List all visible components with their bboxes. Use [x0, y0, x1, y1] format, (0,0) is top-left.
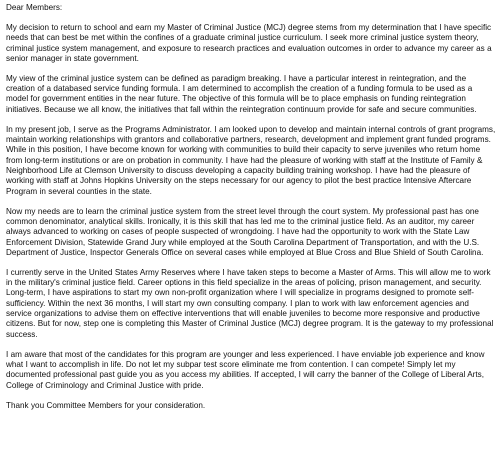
paragraph-long-term-goals: Long-term, I have aspirations to start my own non-profit organization where I will specialize in programs designed to promote self-sufficiency. Within the next 36 months, I will start my own consulting company. I plan to work with law enforcement agencies and service organizations to advise them on effective interventions that will enable juveniles to become more responsive and productive citizens. But for now, step one is completing this Master of Criminal Justice (MCJ) degree program. It is the gateway to my professional success. [6, 288, 494, 339]
letter-greeting: Dear Members: [6, 3, 63, 12]
paragraph-army-reserves: I currently serve in the United States Army Reserves where I have taken steps to become a Master of Arms. This will allow me to work in the military's criminal justice field. Career options in this field specialize in the areas of policing, prison management, and security. [6, 267, 491, 288]
paragraph-current-needs: Now my needs are to learn the criminal justice system from the street level through the court system. My professional past has one common denominator, analytical skills. Ironically, it is this skill that has led me to the criminal justice field. As an auditor, my career always advanced to working on cases of people suspected of wrongdoing. I have had the opportunity to work with the State Law Enforcement Division, Statewide Grand Jury while employed at the South Carolina Department of Transportation, and with the U.S. Department of Justice, Inspector Generals Office on several cases while employed at Blue Cross and Blue Shield of South Carolina. [6, 206, 484, 257]
paragraph-system-view: My view of the criminal justice system can be defined as paradigm breaking. I have a particular interest in reintegration, and the creation of a databased service funding formula. I am determined to accomplish the creation of a funding formula to be used as a model for government entities in the near future. The objective of this formula will be to place emphasis on funding reintegration initiatives. Because we all know, the initiatives that fall within the reintegration continuum provide for safe and secure communities. [6, 73, 477, 114]
paragraph-degree-decision: My decision to return to school and earn my Master of Criminal Justice (MCJ) degree stems from my determination that I have specific needs that can best be met within the confines of a graduate criminal justice curriculum. I seek more criminal justice system theory, criminal justice system management, and exposure to research practices and evaluation outcomes in order to advance my career as a senior manager in state government. [6, 22, 492, 63]
paragraph-present-job: In my present job, I serve as the Programs Administrator. I am looked upon to develop and maintain internal controls of grant programs, maintain working relationships with grantors and collaborative partners, research, development and implement grant funded programs. While in this position, I have become known for working with communities to build their capacity to serve juveniles who return home from long-term institutions or are on probation in community. I have had the pleasure of working with staff at the Institute of Family & Neighborhood Life at Clemson University to discuss developing a capacity building training workshop. I have had the pleasure of working with staff at Johns Hopkins University on the steps necessary for our agency to pilot the best practice Intensive Aftercare Program in several counties in the state. [6, 124, 496, 196]
letter-document [6, 3, 496, 420]
paragraph-candidacy: I am aware that most of the candidates for this program are younger and less experienced. I have enviable job experience and know what I want to accomplish in life. Do not let my subpar test score eliminate me from contention. I can compete! Simply let my documented professional past guide you as you access my abilities. If accepted, I will carry the banner of the College of Liberal Arts, College of Criminology and Criminal Justice with pride. [6, 349, 485, 390]
letter-closing: Thank you Committee Members for your consideration. [6, 400, 206, 410]
